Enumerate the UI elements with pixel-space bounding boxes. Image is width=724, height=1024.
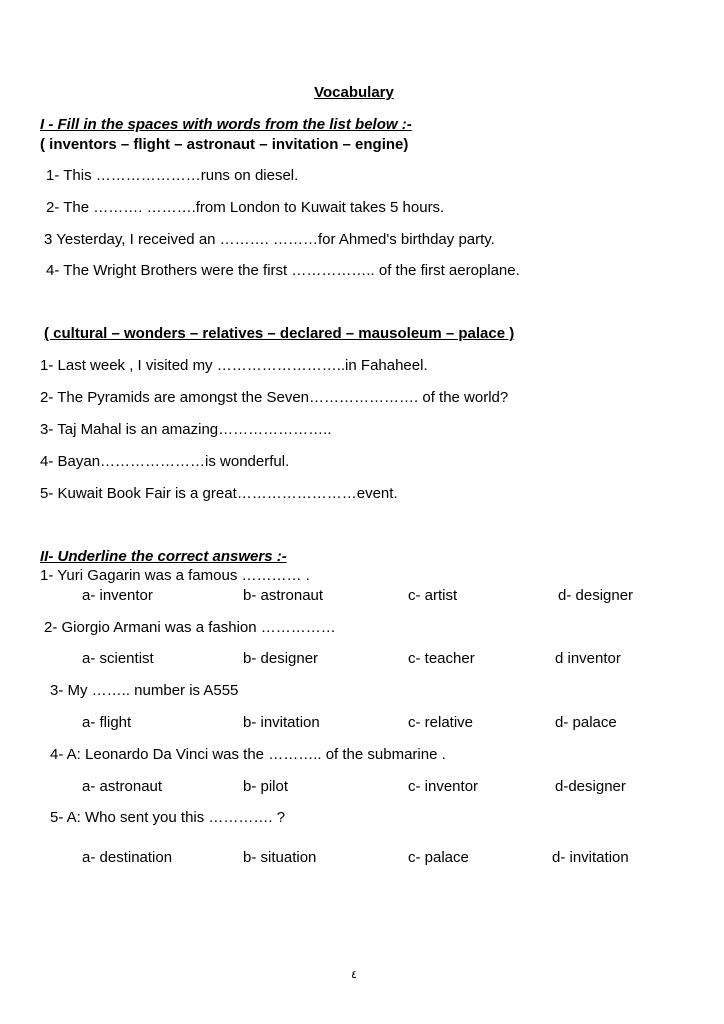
option-2a: a- scientist bbox=[82, 650, 154, 667]
question-4: 4- A: Leonardo Da Vinci was the ……….. of the submarine . bbox=[50, 746, 446, 763]
fill-item-b-5: 5- Kuwait Book Fair is a great……………………event. bbox=[40, 485, 398, 502]
fill-item-a-4: 4- The Wright Brothers were the first …………….. of the first aeroplane. bbox=[46, 262, 520, 279]
option-4d: d-designer bbox=[555, 778, 626, 795]
option-5b: b- situation bbox=[243, 849, 317, 866]
option-3d: d- palace bbox=[555, 714, 617, 731]
section-1-heading: I - Fill in the spaces with words from the list below :- bbox=[40, 116, 412, 133]
fill-item-b-4: 4- Bayan…………………is wonderful. bbox=[40, 453, 290, 470]
option-4c: c- inventor bbox=[408, 778, 479, 795]
section-2-heading: II- Underline the correct answers :- bbox=[40, 548, 287, 565]
fill-item-b-3: 3- Taj Mahal is an amazing………………….. bbox=[40, 421, 332, 438]
option-3a: a- flight bbox=[82, 714, 132, 731]
word-list-a: ( inventors – flight – astronaut – invitation – engine) bbox=[40, 136, 409, 153]
page-number: ٤ bbox=[351, 969, 357, 981]
option-2b: b- designer bbox=[243, 650, 319, 667]
fill-item-b-2: 2- The Pyramids are amongst the Seven…………………. of the world? bbox=[40, 389, 509, 406]
option-1c: c- artist bbox=[408, 587, 458, 604]
option-5c: c- palace bbox=[408, 849, 469, 866]
option-3c: c- relative bbox=[408, 714, 474, 731]
fill-item-a-3: 3 Yesterday, I received an ………. ………for Ahmed's birthday party. bbox=[44, 231, 495, 248]
option-5a: a- destination bbox=[82, 849, 173, 866]
question-2: 2- Giorgio Armani was a fashion …………… bbox=[44, 619, 336, 636]
option-2d: d inventor bbox=[555, 650, 621, 667]
option-1d: d- designer bbox=[558, 587, 634, 604]
option-3b: b- invitation bbox=[243, 714, 320, 731]
option-4b: b- pilot bbox=[243, 778, 289, 795]
fill-item-a-1: 1- This …………………runs on diesel. bbox=[46, 167, 299, 184]
option-2c: c- teacher bbox=[408, 650, 475, 667]
option-1b: b- astronaut bbox=[243, 587, 324, 604]
fill-item-b-1: 1- Last week , I visited my ……………………..in Fahaheel. bbox=[40, 357, 428, 374]
page-title: Vocabulary bbox=[314, 84, 394, 101]
option-4a: a- astronaut bbox=[82, 778, 163, 795]
question-3: 3- My …….. number is A555 bbox=[50, 682, 239, 699]
question-1: 1- Yuri Gagarin was a famous ………… . bbox=[40, 567, 310, 584]
option-5d: d- invitation bbox=[552, 849, 629, 866]
fill-item-a-2: 2- The ………. ……….from London to Kuwait takes 5 hours. bbox=[46, 199, 445, 216]
option-1a: a- inventor bbox=[82, 587, 153, 604]
question-5: 5- A: Who sent you this …………. ? bbox=[50, 809, 286, 826]
word-list-b: ( cultural – wonders – relatives – declared – mausoleum – palace ) bbox=[44, 325, 515, 342]
